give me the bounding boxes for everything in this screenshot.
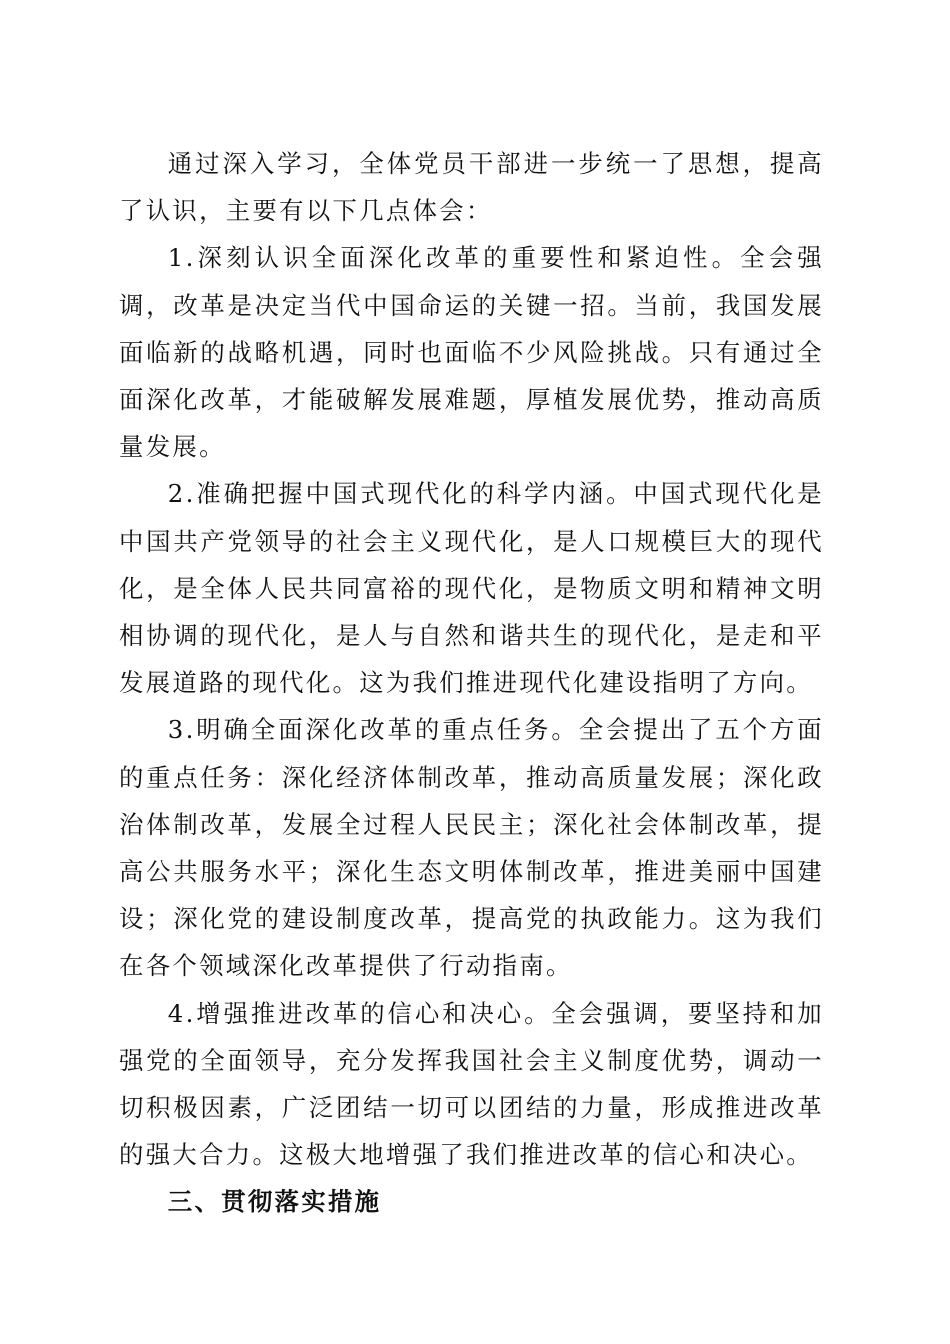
point-2-paragraph: 2.准确把握中国式现代化的科学内涵。中国式现代化是中国共产党领导的社会主义现代化，是人口规模巨大的现代化，是全体人民共同富裕的现代化，是物质文明和精神文明相协调的现代化，是人与自然和谐共生的现代化，是走和平发展道路的现代化。这为我们推进现代化建设指明了方向。: [119, 479, 824, 698]
point-3-paragraph: 3.明确全面深化改革的重点任务。全会提出了五个方面的重点任务：深化经济体制改革，推动高质量发展；深化政治体制改革，发展全过程人民民主；深化社会体制改革，提高公共服务水平；深化生态文明体制改革，推进美丽中国建设；深化党的建设制度改革，提高党的执政能力。这为我们在各个领域深化改革提供了行动指南。: [119, 715, 824, 981]
intro-paragraph: 通过深入学习，全体党员干部进一步统一了思想，提高了认识，主要有以下几点体会：: [119, 149, 824, 226]
point-4-paragraph: 4.增强推进改革的信心和决心。全会强调，要坚持和加强党的全面领导，充分发挥我国社会主义制度优势，调动一切积极因素，广泛团结一切可以团结的力量，形成推进改革的强大合力。这极大地增强了我们推进改革的信心和决心。: [119, 998, 824, 1170]
section-heading: 三、贯彻落实措施: [167, 1187, 382, 1217]
point-1-paragraph: 1.深刻认识全面深化改革的重要性和紧迫性。全会强调，改革是决定当代中国命运的关键一招。当前，我国发展面临新的战略机遇，同时也面临不少风险挑战。只有通过全面深化改革，才能破解发展难题，厚植发展优势，推动高质量发展。: [119, 243, 824, 462]
document-body: [119, 140, 824, 1226]
